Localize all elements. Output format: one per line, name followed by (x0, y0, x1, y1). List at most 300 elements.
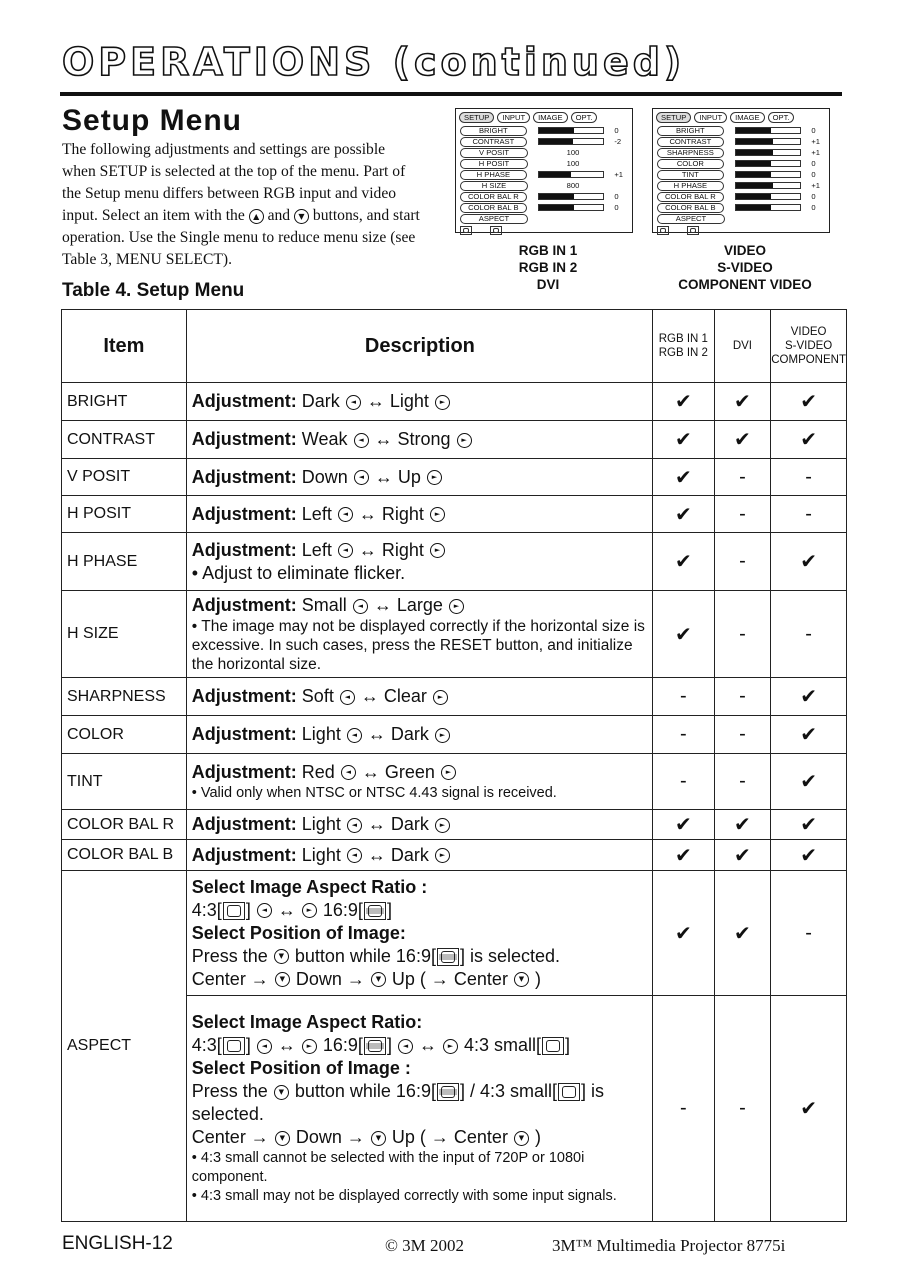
aspect-text: 4:3[ (191, 1035, 222, 1055)
swap-arrow: ↔ (418, 1035, 437, 1055)
row-dvi: - (714, 754, 771, 810)
right-arrow-button-icon: ► (302, 903, 317, 918)
row-description (186, 754, 652, 810)
row-item: COLOR BAL R (62, 810, 187, 840)
right-arrow-button-icon: ► (449, 599, 464, 614)
menu-row-bar (735, 171, 802, 178)
adjustment-label: Adjustment: (191, 844, 297, 865)
row-item: SHARPNESS (62, 678, 187, 716)
aspect-16-9-icon (364, 902, 386, 920)
right-arrow-button-icon: ► (427, 470, 442, 485)
aspect-text: ) (534, 968, 541, 989)
right-arrow-button-icon: ► (430, 543, 445, 558)
menu-row (456, 125, 632, 136)
adjust-left: Light (301, 814, 341, 834)
header-item: Item (62, 310, 187, 383)
intro-text-1: The following adjustments and settings are possible when SETUP is selected at the top of the menu. Part of the Setup menu differs between RGB input and video input. Select an item with the (62, 141, 406, 224)
table-row (62, 533, 847, 591)
menu-row-bar (538, 204, 605, 211)
right-arrow-button-icon: ► (441, 765, 456, 780)
aspect-text: button while 16:9[ (294, 945, 436, 966)
menu-row-label: ASPECT (460, 214, 528, 224)
menu-row-label: H SIZE (460, 181, 528, 191)
caption-line: RGB IN 1 (518, 243, 578, 258)
aspect-text: Down → (295, 1127, 365, 1147)
row-video: ✔ (771, 678, 847, 716)
menu-row (653, 191, 829, 202)
menu-row-label: COLOR BAL R (460, 192, 527, 202)
aspect-text: Center → (191, 968, 269, 989)
menu-row (456, 191, 632, 202)
row-video: ✔ (771, 421, 847, 459)
adjust-right: Dark (390, 724, 429, 744)
left-arrow-button-icon: ◄ (398, 1039, 413, 1054)
aspect-text: 4:3[ (191, 899, 222, 920)
caption-line: COMPONENT VIDEO (678, 277, 812, 292)
left-arrow-button-icon: ◄ (353, 599, 368, 614)
adjust-right: Light (389, 391, 429, 411)
row-description (186, 810, 652, 840)
row-dvi: - (714, 496, 771, 533)
row-item: V POSIT (62, 459, 187, 496)
table-title: Table 4. Setup Menu (62, 280, 245, 301)
aspect-4-3-icon (223, 902, 245, 920)
menu-row-value: +1 (811, 137, 821, 146)
swap-arrow: ↔ (277, 899, 296, 920)
swap-arrow: ↔ (361, 761, 380, 782)
adjustment-label: Adjustment: (191, 429, 297, 449)
down-arrow-button-icon: ▼ (514, 972, 529, 987)
menu-row-bar (735, 127, 802, 134)
menu-row-value: 0 (614, 126, 619, 135)
menu-tab: SETUP (656, 112, 691, 123)
row-description (186, 591, 652, 678)
left-arrow-button-icon: ◄ (347, 728, 362, 743)
adjust-left: Light (301, 844, 341, 865)
aspect-4-3-small-icon (558, 1083, 580, 1101)
menu-row (653, 213, 829, 224)
aspect-text: ] (386, 899, 392, 920)
swap-arrow: ↔ (360, 686, 379, 706)
menu-tab: OPT. (571, 112, 598, 123)
aspect-text: 16:9[ (322, 1035, 363, 1055)
menu-row-value: +1 (811, 148, 821, 157)
table-row (62, 459, 847, 496)
row-rgb: - (653, 754, 715, 810)
row-description (186, 871, 652, 996)
aspect-text: ] / 4:3 small[ (459, 1081, 557, 1101)
adjust-right: Large (396, 595, 443, 615)
adjust-left: Soft (301, 686, 334, 706)
row-dvi: - (714, 678, 771, 716)
left-arrow-button-icon: ◄ (257, 1039, 272, 1054)
menu-screenshot-rgb (455, 108, 633, 233)
swap-arrow: ↔ (358, 539, 377, 560)
row-description (186, 383, 652, 421)
menu-row-value: 0 (811, 203, 816, 212)
menu-tab: IMAGE (533, 112, 567, 123)
menu-row (653, 147, 829, 158)
right-arrow-button-icon: ► (435, 848, 450, 863)
row-video: ✔ (771, 533, 847, 591)
row-rgb: ✔ (653, 591, 715, 678)
down-arrow-button-icon: ▼ (371, 972, 386, 987)
right-arrow-button-icon: ► (435, 728, 450, 743)
menu-row-value: -2 (614, 137, 622, 146)
header-dvi: DVI (714, 310, 771, 383)
intro-paragraph (62, 139, 422, 271)
right-arrow-button-icon: ► (435, 818, 450, 833)
row-video: - (771, 871, 847, 996)
right-arrow-button-icon: ► (430, 507, 445, 522)
row-description (186, 459, 652, 496)
row-item: H SIZE (62, 591, 187, 678)
adjust-left: Light (301, 724, 341, 744)
menu-tab: IMAGE (730, 112, 764, 123)
row-video: ✔ (771, 840, 847, 871)
menu-row-bar (538, 127, 605, 134)
menu-row-value: 100 (566, 159, 580, 168)
row-rgb: - (653, 716, 715, 754)
row-rgb: - (653, 996, 715, 1222)
menu-row-label: SHARPNESS (657, 148, 724, 158)
menu-row-value: 0 (811, 126, 816, 135)
up-arrow-button-icon: ▲ (249, 209, 264, 224)
aspect-4-3-small-icon (542, 1037, 564, 1055)
aspect-text: Up ( → Center (391, 968, 508, 989)
adjust-right: Right (381, 503, 424, 524)
adjustment-label: Adjustment: (191, 595, 297, 615)
aspect-16-9-icon (490, 226, 502, 235)
table-row (62, 496, 847, 533)
menu-row (456, 158, 632, 169)
menu-row (456, 202, 632, 213)
table-row (62, 716, 847, 754)
row-rgb: ✔ (653, 421, 715, 459)
row-rgb: ✔ (653, 871, 715, 996)
menu-row (653, 180, 829, 191)
adjustment-label: Adjustment: (191, 724, 297, 744)
adjust-right: Dark (390, 814, 429, 834)
menu-row-label: H PHASE (460, 170, 527, 180)
row-video: ✔ (771, 716, 847, 754)
row-dvi: ✔ (714, 871, 771, 996)
aspect-text: Center → (191, 1127, 269, 1147)
swap-arrow: ↔ (367, 814, 386, 834)
swap-arrow: ↔ (374, 466, 393, 487)
down-arrow-button-icon: ▼ (274, 1085, 289, 1100)
left-arrow-button-icon: ◄ (346, 395, 361, 410)
menu-row-label: CONTRAST (460, 137, 527, 147)
menu-row-bar (538, 138, 605, 145)
row-item: ASPECT (62, 871, 187, 1222)
aspect-text: Press the (191, 945, 268, 966)
aspect-text: ] (386, 1035, 392, 1055)
header-rgb-line: RGB IN 1 (658, 333, 708, 345)
setup-menu-table (61, 309, 847, 1222)
row-item: CONTRAST (62, 421, 187, 459)
menu-tab: INPUT (497, 112, 530, 123)
right-arrow-button-icon: ► (435, 395, 450, 410)
left-arrow-button-icon: ◄ (257, 903, 272, 918)
aspect-text: ] is selected. (191, 1081, 605, 1124)
right-arrow-button-icon: ► (433, 690, 448, 705)
footer-product: 3M™ Multimedia Projector 8775i (552, 1236, 786, 1255)
menu-row-label: COLOR BAL B (657, 203, 724, 213)
aspect-note: • 4:3 small cannot be selected with the input of 720P or 1080i component. (191, 1150, 585, 1185)
adjust-right: Strong (397, 429, 451, 449)
menu-row-bar (735, 204, 802, 211)
adjust-right: Green (384, 761, 435, 782)
row-item: COLOR (62, 716, 187, 754)
adjust-right: Dark (390, 844, 429, 865)
left-arrow-button-icon: ◄ (341, 765, 356, 780)
row-dvi: - (714, 533, 771, 591)
row-item: H PHASE (62, 533, 187, 591)
row-description (186, 533, 652, 591)
menu-caption-rgb (468, 242, 628, 293)
adjust-right: Up (397, 466, 421, 487)
menu-aspect-icons (456, 225, 632, 236)
aspect-text: 16:9[ (322, 899, 363, 920)
menu-row-value: 0 (811, 159, 816, 168)
swap-arrow: ↔ (374, 429, 393, 449)
row-dvi: - (714, 459, 771, 496)
adjust-left: Down (301, 466, 348, 487)
row-rgb: ✔ (653, 496, 715, 533)
aspect-note: • 4:3 small may not be displayed correctly with some input signals. (191, 1188, 617, 1204)
header-video-line: VIDEO (790, 326, 827, 338)
footer-page-number: ENGLISH-12 (62, 1233, 173, 1254)
row-note: • Adjust to eliminate flicker. (191, 562, 406, 583)
adjustment-label: Adjustment: (191, 539, 297, 560)
aspect-text: Down → (295, 968, 365, 989)
aspect-text: 4:3 small[ (464, 1035, 542, 1055)
menu-tab: OPT. (768, 112, 795, 123)
header-rgb (653, 310, 715, 383)
adjustment-label: Adjustment: (191, 814, 297, 834)
row-rgb: ✔ (653, 810, 715, 840)
menu-row-label: BRIGHT (657, 126, 724, 136)
section-heading: Setup Menu (62, 104, 242, 137)
menu-row-value: 0 (811, 170, 816, 179)
menu-row-label: V POSIT (460, 148, 528, 158)
right-arrow-button-icon: ► (457, 433, 472, 448)
aspect-16-9-icon (437, 948, 459, 966)
menu-row (653, 158, 829, 169)
left-arrow-button-icon: ◄ (338, 543, 353, 558)
down-arrow-button-icon: ▼ (514, 1131, 529, 1146)
menu-row (456, 180, 632, 191)
adjust-left: Left (301, 503, 332, 524)
title-rule (60, 92, 842, 96)
menu-row (456, 169, 632, 180)
row-dvi: ✔ (714, 810, 771, 840)
menu-row-value: 0 (811, 192, 816, 201)
menu-row (653, 202, 829, 213)
menu-row-label: ASPECT (657, 214, 725, 224)
menu-row (653, 125, 829, 136)
row-video: - (771, 496, 847, 533)
aspect-text: ] is selected. (459, 945, 561, 966)
row-description (186, 716, 652, 754)
down-arrow-button-icon: ▼ (274, 949, 289, 964)
swap-arrow: ↔ (366, 391, 385, 411)
menu-row-value: 800 (566, 181, 580, 190)
position-heading: Select Position of Image : (191, 1058, 411, 1078)
left-arrow-button-icon: ◄ (354, 433, 369, 448)
left-arrow-button-icon: ◄ (347, 818, 362, 833)
menu-row-value: +1 (614, 170, 624, 179)
menu-caption-video (650, 242, 840, 293)
caption-line: S-VIDEO (717, 260, 773, 275)
menu-row (456, 136, 632, 147)
menu-row (456, 147, 632, 158)
aspect-heading: Select Image Aspect Ratio : (191, 876, 428, 897)
row-item: COLOR BAL B (62, 840, 187, 871)
header-video-line: COMPONENT (771, 354, 846, 366)
row-video: ✔ (771, 810, 847, 840)
adjustment-label: Adjustment: (191, 391, 297, 411)
down-arrow-button-icon: ▼ (275, 1131, 290, 1146)
menu-row-label: COLOR BAL R (657, 192, 724, 202)
left-arrow-button-icon: ◄ (347, 848, 362, 863)
table-row-aspect-a (62, 871, 847, 996)
right-arrow-button-icon: ► (302, 1039, 317, 1054)
menu-row-label: H PHASE (657, 181, 724, 191)
menu-aspect-icons (653, 225, 829, 236)
aspect-4-3-icon (460, 226, 472, 235)
aspect-text: Press the (191, 1081, 268, 1101)
table-row (62, 383, 847, 421)
swap-arrow: ↔ (367, 844, 386, 865)
row-dvi: - (714, 716, 771, 754)
header-video-line: S-VIDEO (784, 340, 833, 352)
left-arrow-button-icon: ◄ (338, 507, 353, 522)
left-arrow-button-icon: ◄ (340, 690, 355, 705)
menu-row-label: H POSIT (460, 159, 528, 169)
aspect-text: Up ( → Center (391, 1127, 508, 1147)
menu-row-bar (735, 149, 802, 156)
menu-row (653, 169, 829, 180)
aspect-text: button while 16:9[ (294, 1081, 436, 1101)
footer-copyright: © 3M 2002 (385, 1236, 465, 1255)
table-row (62, 678, 847, 716)
row-video: - (771, 459, 847, 496)
row-item: TINT (62, 754, 187, 810)
position-heading: Select Position of Image: (191, 922, 406, 943)
row-rgb: ✔ (653, 533, 715, 591)
menu-row-bar (538, 193, 605, 200)
menu-row-label: TINT (657, 170, 724, 180)
menu-screenshot-video (652, 108, 830, 233)
header-video (771, 310, 847, 383)
aspect-text: ] (245, 899, 251, 920)
intro-and: and (267, 207, 291, 224)
left-arrow-button-icon: ◄ (354, 470, 369, 485)
adjustment-label: Adjustment: (191, 466, 297, 487)
down-arrow-button-icon: ▼ (371, 1131, 386, 1146)
aspect-text: ] (565, 1035, 571, 1055)
menu-row-bar (735, 193, 802, 200)
row-video: ✔ (771, 383, 847, 421)
adjustment-label: Adjustment: (191, 503, 297, 524)
aspect-16-9-icon (364, 1037, 386, 1055)
adjust-left: Red (301, 761, 335, 782)
row-video: ✔ (771, 996, 847, 1222)
aspect-16-9-icon (687, 226, 699, 235)
adjust-left: Weak (301, 429, 348, 449)
row-note: • Valid only when NTSC or NTSC 4.43 signal is received. (191, 784, 557, 801)
menu-row-label: BRIGHT (460, 126, 527, 136)
table-row (62, 421, 847, 459)
swap-arrow: ↔ (367, 724, 386, 744)
down-arrow-button-icon: ▼ (294, 209, 309, 224)
row-dvi: ✔ (714, 383, 771, 421)
menu-row-bar (735, 160, 802, 167)
aspect-16-9-icon (437, 1083, 459, 1101)
adjust-left: Small (301, 595, 347, 615)
row-dvi: ✔ (714, 840, 771, 871)
row-rgb: ✔ (653, 840, 715, 871)
menu-row-label: COLOR (657, 159, 724, 169)
intro-text-2: buttons, and start operation. Use the Single menu to reduce menu size (see Table 3, MENU SELECT). (62, 207, 420, 268)
row-item: BRIGHT (62, 383, 187, 421)
menu-tab: SETUP (459, 112, 494, 123)
aspect-text: ] (245, 1035, 251, 1055)
menu-row-value: 0 (614, 192, 619, 201)
menu-row-value: 0 (614, 203, 619, 212)
row-rgb: - (653, 678, 715, 716)
adjustment-label: Adjustment: (191, 686, 297, 706)
row-dvi: - (714, 996, 771, 1222)
page-title: OPERATIONS (continued) (62, 40, 686, 84)
row-rgb: ✔ (653, 383, 715, 421)
row-description (186, 421, 652, 459)
row-description (186, 496, 652, 533)
table-row (62, 591, 847, 678)
caption-line: DVI (536, 277, 560, 292)
table-header-row (62, 310, 847, 383)
table-row (62, 840, 847, 871)
menu-row-value: +1 (811, 181, 821, 190)
aspect-text: ) (534, 1127, 541, 1147)
swap-arrow: ↔ (277, 1035, 296, 1055)
row-description (186, 996, 652, 1222)
row-dvi: ✔ (714, 421, 771, 459)
table-row (62, 754, 847, 810)
caption-line: VIDEO (723, 243, 766, 258)
menu-row-bar (538, 171, 605, 178)
adjust-right: Clear (383, 686, 427, 706)
menu-row-label: COLOR BAL B (460, 203, 527, 213)
caption-line: RGB IN 2 (518, 260, 578, 275)
row-description (186, 678, 652, 716)
adjust-left: Dark (301, 391, 340, 411)
adjust-left: Left (301, 539, 332, 560)
row-video: - (771, 591, 847, 678)
header-rgb-line: RGB IN 2 (658, 347, 708, 359)
menu-row (456, 213, 632, 224)
adjustment-label: Adjustment: (191, 761, 297, 782)
down-arrow-button-icon: ▼ (275, 972, 290, 987)
menu-row-label: CONTRAST (657, 137, 724, 147)
header-description: Description (186, 310, 652, 383)
adjust-right: Right (381, 539, 424, 560)
row-video: ✔ (771, 754, 847, 810)
menu-row-bar (735, 138, 802, 145)
aspect-4-3-icon (223, 1037, 245, 1055)
